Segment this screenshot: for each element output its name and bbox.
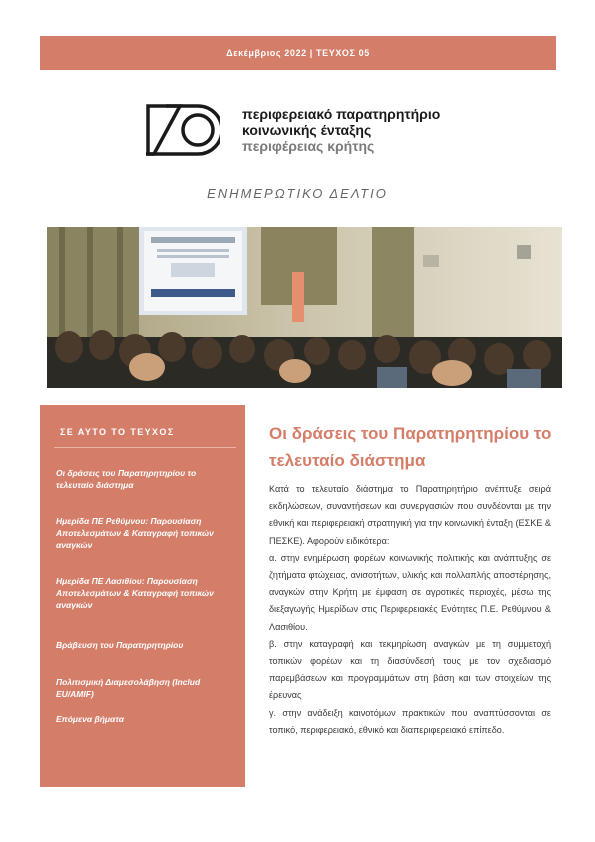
observatory-logo-icon <box>146 104 220 156</box>
toc-item-rethymno[interactable]: Ημερίδα ΠΕ Ρεθύμνου: Παρουσίαση Αποτελεσμάτων & Καταγραφή τοπικών αναγκών <box>56 516 214 550</box>
issue-banner <box>40 36 556 70</box>
toc-item-award[interactable]: Βράβευση του Παρατηρητηρίου <box>56 640 184 650</box>
article-title: Οι δράσεις του Παρατηρητηρίου το τελευταίο διάστημα <box>269 424 552 470</box>
toc-item-next-steps[interactable]: Επόμενα βήματα <box>56 714 125 724</box>
logo-line-3: περιφέρειας κρήτης <box>242 138 375 154</box>
article-paragraph-intro: Κατά το τελευταίο διάστημα το Παρατηρητήριο ανέπτυξε σειρά εκδηλώσεων, συναντήσεων και συνεργασιών που συνδέονται με την εθνική και περιφερειακή στρατηγική για την κοινωνική ένταξη (ΕΣΚΕ & ΠΕΣΚΕ). Αφορούν ειδικότερα: <box>269 484 551 546</box>
issue-label: Δεκέμβριος 2022 | ΤΕΥΧΟΣ 05 <box>226 48 370 58</box>
logo-line-2: κοινωνικής ένταξης <box>242 122 372 138</box>
table-of-contents <box>40 405 245 787</box>
logo-line-1: περιφερειακό παρατηρητήριο <box>242 106 441 122</box>
toc-divider <box>54 447 236 448</box>
article-paragraph-a: α. στην ενημέρωση φορέων κοινωνικής πολιτικής και ανάπτυξης σε ζητήματα φτώχειας, ανισοτήτων, υλικής και πολλαπλής αποστέρησης, αναγκών στην Κρήτη με έμφαση σε αγροτικές περιοχές, μέσω της διεξαγωγής Ημερίδων στις Περιφερειακές Ενότητες Π.Ε. Ρεθύμνου & Λασιθίου. <box>269 552 551 632</box>
article-paragraph-c: γ. στην ανάδειξη καινοτόμων πρακτικών που αναπτύσσονται σε τοπικό, περιφερειακό, εθνικό και διαπεριφερειακό επίπεδο. <box>269 707 551 735</box>
logo <box>146 104 440 156</box>
article-body <box>269 481 551 739</box>
toc-item-mediation[interactable]: Πολιτισμική Διαμεσολάβηση (Includ EU/AMIF) <box>56 677 201 699</box>
newsletter-subtitle: ΕΝΗΜΕΡΩΤΙΚΟ ΔΕΛΤΙΟ <box>207 186 388 201</box>
toc-item-lasithi[interactable]: Ημερίδα ΠΕ Λασιθίου: Παρουσίαση Αποτελεσμάτων & Καταγραφή τοπικών αναγκών <box>56 576 214 610</box>
article-paragraph-b: β. στην καταγραφή και τεκμηρίωση αναγκών με τη συμμετοχή τοπικών φορέων και τη διασύνδεσή τους με τον σχεδιασμό παρεμβάσεων και προγραμμάτων στη βάση και των στοιχείων της έρευνας <box>269 638 551 701</box>
toc-title: ΣΕ ΑΥΤΟ ΤΟ ΤΕΥΧΟΣ <box>60 427 175 437</box>
conference-photo <box>47 227 562 388</box>
logo-text <box>242 106 440 154</box>
toc-item-actions[interactable]: Οι δράσεις του Παρατηρητηρίου το τελευταίο διάστημα <box>56 468 197 490</box>
